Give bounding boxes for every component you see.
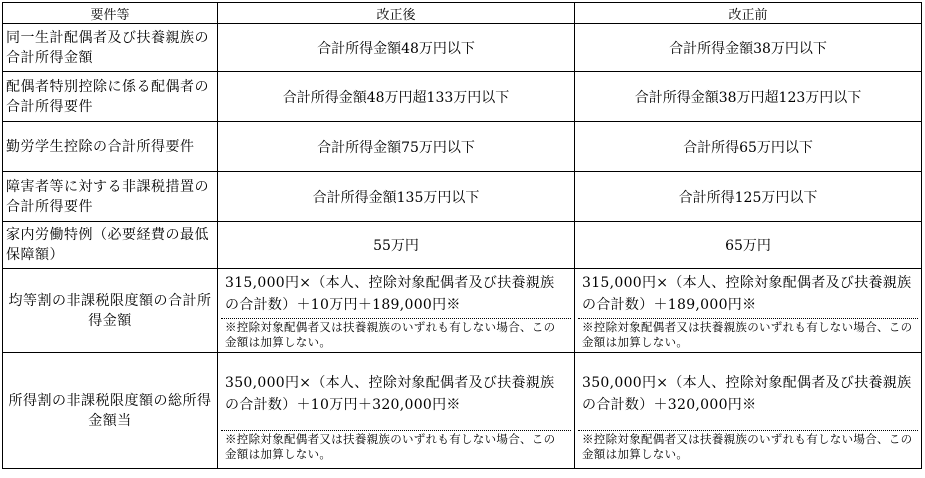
requirement-cell: 配偶者特別控除に係る配偶者の合計所得要件	[3, 72, 218, 122]
after-cell	[218, 269, 575, 353]
before-cell	[575, 269, 922, 353]
after-cell: 55万円	[218, 222, 575, 269]
before-cell: 合計所得金額38万円以下	[575, 24, 922, 72]
header-after: 改正後	[218, 3, 575, 24]
header-row	[3, 3, 922, 24]
footnote-text: ※控除対象配偶者又は扶養親族のいずれも有しない場合、この金額は加算しない。	[221, 430, 571, 464]
after-cell: 合計所得金額48万円超133万円以下	[218, 72, 575, 122]
tax-revision-table	[2, 2, 922, 469]
header-requirement: 要件等	[3, 3, 218, 24]
table-row	[3, 24, 922, 72]
table-row	[3, 72, 922, 122]
before-cell: 65万円	[575, 222, 922, 269]
before-cell: 合計所得金額38万円超123万円以下	[575, 72, 922, 122]
formula-text: 315,000円×（本人、控除対象配偶者及び扶養親族の合計数）＋10万円＋189,000円※	[225, 275, 555, 313]
requirement-cell: 同一生計配偶者及び扶養親族の合計所得金額	[3, 24, 218, 72]
before-cell: 合計所得125万円以下	[575, 172, 922, 222]
after-cell: 合計所得金額75万円以下	[218, 122, 575, 172]
table-row	[3, 269, 922, 353]
after-cell: 合計所得金額135万円以下	[218, 172, 575, 222]
formula-text: 350,000円×（本人、控除対象配偶者及び扶養親族の合計数）＋10万円＋320,000円※	[225, 374, 555, 413]
footnote-text: ※控除対象配偶者又は扶養親族のいずれも有しない場合、この金額は加算しない。	[578, 318, 918, 352]
formula-text: 315,000円×（本人、控除対象配偶者及び扶養親族の合計数）＋189,000円※	[582, 275, 912, 313]
table-row	[3, 353, 922, 469]
before-cell	[575, 353, 922, 469]
header-before: 改正前	[575, 3, 922, 24]
table-row	[3, 172, 922, 222]
table-row	[3, 222, 922, 269]
table-row	[3, 122, 922, 172]
after-cell	[218, 353, 575, 469]
requirement-cell: 家内労働特例（必要経費の最低保障額）	[3, 222, 218, 269]
requirement-cell: 所得割の非課税限度額の総所得金額当	[3, 353, 218, 469]
footnote-text: ※控除対象配偶者又は扶養親族のいずれも有しない場合、この金額は加算しない。	[221, 318, 571, 352]
formula-text: 350,000円×（本人、控除対象配偶者及び扶養親族の合計数）＋320,000円※	[582, 374, 912, 413]
requirement-cell: 勤労学生控除の合計所得要件	[3, 122, 218, 172]
requirement-cell: 障害者等に対する非課税措置の合計所得要件	[3, 172, 218, 222]
after-cell: 合計所得金額48万円以下	[218, 24, 575, 72]
footnote-text: ※控除対象配偶者又は扶養親族のいずれも有しない場合、この金額は加算しない。	[578, 430, 918, 464]
before-cell: 合計所得65万円以下	[575, 122, 922, 172]
requirement-cell: 均等割の非課税限度額の合計所得金額	[3, 269, 218, 353]
